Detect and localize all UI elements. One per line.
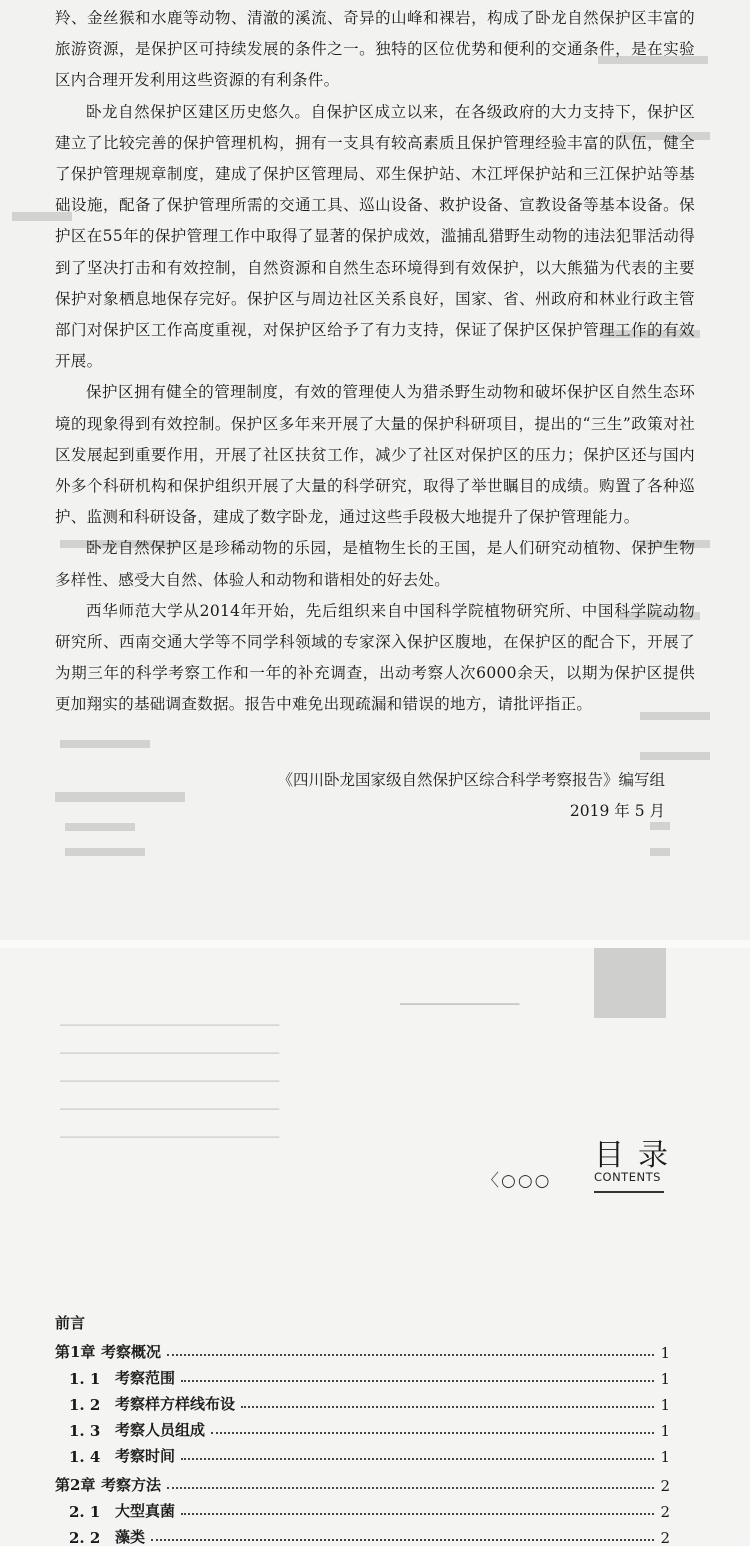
toc-entry-page: 1 <box>660 1344 670 1362</box>
toc-leader-dots <box>181 1380 654 1382</box>
paragraph-1: 羚、金丝猴和水鹿等动物、清澈的溪流、奇异的山峰和裸岩，构成了卧龙自然保护区丰富的旅游资源，是保护区可持续发展的条件之一。独特的区位优势和便利的交通条件，是在实验区内合理开发利用这些资源的有利条件。 <box>55 9 695 90</box>
toc-title: 目录 <box>594 1138 682 1173</box>
toc-entry-label: 考察概况 <box>101 1343 162 1361</box>
signature-date: 2019 年 5 月 <box>569 802 665 820</box>
paragraph-2: 卧龙自然保护区建区历史悠久。自保护区成立以来，在各级政府的大力支持下，保护区建立了比较完善的保护管理机构，拥有一支具有较高素质且保护管理经验丰富的队伍，健全了保护管理规章制度，建成了保护区管理局、邓生保护站、木江坪保护站和三江保护站等基础设施，配备了保护管理所需的交通工具、巡山设备、救护设备、宣教设备等基本设备。保护区在55年的保护管理工作中取得了显著的保护成效，滥捕乱猎野生动物的违法犯罪活动得到了坚决打击和有效控制，自然资源和自然生态环境得到有效保护，以大熊猫为代表的主要保护对象栖息地保存完好。保护区与周边社区关系良好，国家、省、州政府和林业行政主管部门对保护区工作高度重视，对保护区给予了有力支持，保证了保护区保护管理工作的有效开展。 <box>55 102 695 371</box>
paragraph-3: 保护区拥有健全的管理制度，有效的管理使人为猎杀野生动物和破坏保护区自然生态环境的现象得到有效控制。保护区多年来开展了大量的保护科研项目，提出的“三生”政策对社区发展起到重要作用，开展了社区扶贫工作，减少了社区对保护区的压力；保护区还与国内外多个科研机构和保护组织开展了大量的科学研究，取得了举世瞩目的成绩。购置了各种巡护、监测和科研设备，建成了数字卧龙，通过这些手段极大地提升了保护管理能力。 <box>55 383 695 527</box>
bleed-header: ━━━━━━━━━━━━━━━━━━ <box>400 998 520 1011</box>
toc-entry-number: 2. 1 <box>69 1503 101 1521</box>
toc-entry-section-2-1[interactable] <box>55 1495 670 1521</box>
toc-title-rule <box>594 1191 664 1193</box>
toc-list <box>55 1304 670 1546</box>
toc-subtitle: CONTENTS <box>594 1170 661 1184</box>
toc-entry-page: 1 <box>660 1422 670 1440</box>
toc-entry-number: 1. 1 <box>69 1370 101 1388</box>
toc-leader-dots <box>151 1539 654 1541</box>
toc-entry-number: 1. 4 <box>69 1448 101 1466</box>
toc-entry-number: 1. 2 <box>69 1396 101 1414</box>
toc-entry-label: 考察范围 <box>115 1369 176 1387</box>
toc-entry-label: 藻类 <box>115 1528 146 1546</box>
toc-entry-chapter-1[interactable] <box>55 1333 670 1362</box>
contents-page <box>0 948 750 1546</box>
toc-entry-page: 1 <box>660 1396 670 1414</box>
toc-entry-page: 2 <box>660 1477 670 1495</box>
toc-entry-number: 2. 2 <box>69 1529 101 1546</box>
toc-leader-dots <box>167 1487 654 1489</box>
signature-line: 《四川卧龙国家级自然保护区综合科学考察报告》编写组 <box>277 771 665 789</box>
toc-leader-dots <box>181 1458 654 1460</box>
toc-entry-page: 1 <box>660 1448 670 1466</box>
toc-leader-dots <box>211 1432 654 1434</box>
toc-entry-label: 考察时间 <box>115 1447 176 1465</box>
bleed-toc-ghost: ────────────────────────── ────────────────────────── ────────────────────────── ────────────────────────── ────────────────────────── <box>60 1018 280 1146</box>
toc-leader-dots <box>241 1406 654 1408</box>
toc-entry-number: 1. 3 <box>69 1422 101 1440</box>
toc-entry-section-1-3[interactable] <box>55 1414 670 1440</box>
toc-entry-section-1-1[interactable] <box>55 1362 670 1388</box>
toc-entry-label: 考察方法 <box>101 1476 162 1494</box>
preface-body <box>55 3 695 721</box>
toc-entry-chapter-2[interactable] <box>55 1466 670 1495</box>
toc-leader-dots <box>167 1354 654 1356</box>
toc-entry-number: 第2章 <box>55 1476 96 1494</box>
toc-decor-circles: 〈○○○ <box>482 1171 552 1191</box>
toc-entry-section-1-2[interactable] <box>55 1388 670 1414</box>
toc-entry-number: 第1章 <box>55 1343 96 1361</box>
toc-entry-page: 2 <box>660 1529 670 1546</box>
toc-entry-label: 大型真菌 <box>115 1502 176 1520</box>
toc-entry-label: 考察人员组成 <box>115 1421 206 1439</box>
paragraph-4: 卧龙自然保护区是珍稀动物的乐园，是植物生长的王国，是人们研究动植物、保护生物多样性、感受大自然、体验人和动物和谐相处的好去处。 <box>55 539 695 589</box>
signature-block <box>277 765 665 827</box>
toc-entry-label: 前言 <box>55 1314 86 1332</box>
toc-entry-page: 2 <box>660 1503 670 1521</box>
paragraph-5: 西华师范大学从2014年开始，先后组织来自中国科学院植物研究所、中国科学院动物研究所、西南交通大学等不同学科领域的专家深入保护区腹地，在保护区的配合下，开展了为期三年的科学考察工作和一年的补充调查，出动考察人次6000余天，以期为保护区提供更加翔实的基础调查数据。报告中难免出现疏漏和错误的地方，请批评指正。 <box>55 601 695 714</box>
toc-entry-page: 1 <box>660 1370 670 1388</box>
toc-entry-section-2-2[interactable] <box>55 1521 670 1546</box>
corner-tab <box>594 948 666 1018</box>
toc-entry-preface[interactable] <box>55 1304 670 1333</box>
toc-leader-dots <box>181 1513 654 1515</box>
toc-entry-label: 考察样方样线布设 <box>115 1395 236 1413</box>
toc-entry-section-1-4[interactable] <box>55 1440 670 1466</box>
page-separator <box>0 940 750 948</box>
